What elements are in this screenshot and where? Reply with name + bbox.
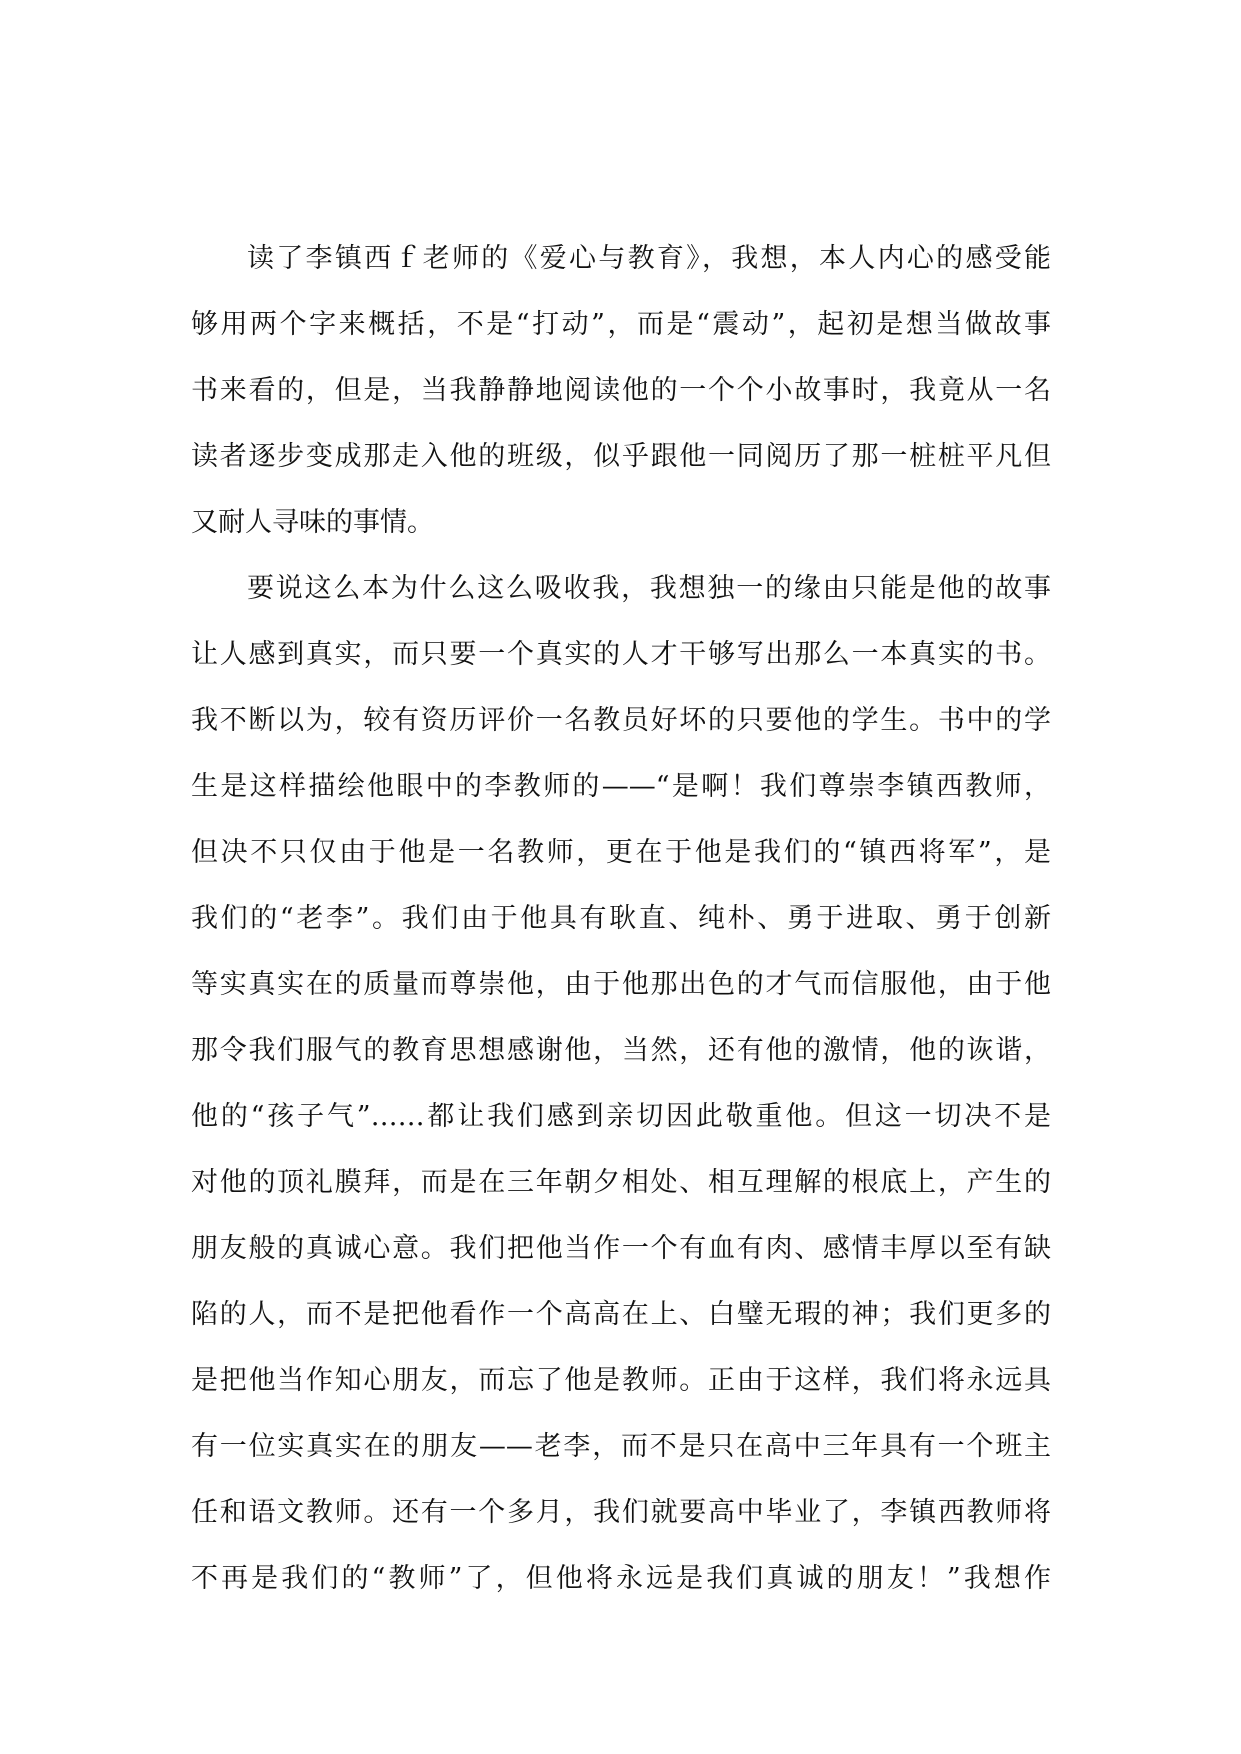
text-line: 书来看的，但是，当我静静地阅读他的一个个小故事时，我竟从一名	[191, 375, 1051, 406]
text-line: 生是这样描绘他眼中的李教师的——“是啊！我们尊崇李镇西教师，	[191, 771, 1051, 802]
text-line: 是把他当作知心朋友，而忘了他是教师。正由于这样，我们将永远具	[191, 1365, 1051, 1396]
paragraph-2	[191, 556, 1051, 1612]
text-line: 但决不只仅由于他是一名教师，更在于他是我们的“镇西将军”，是	[191, 837, 1051, 868]
text-line: 让人感到真实，而只要一个真实的人才干够写出那么一本真实的书。	[191, 639, 1051, 670]
document-body	[191, 226, 1051, 1612]
text-line: 任和语文教师。还有一个多月，我们就要高中毕业了，李镇西教师将	[191, 1497, 1051, 1528]
text-line: 有一位实真实在的朋友——老李，而不是只在高中三年具有一个班主	[191, 1431, 1051, 1462]
text-line: 又耐人寻味的事情。	[191, 507, 434, 538]
text-line: 我不断以为，较有资历评价一名教员好坏的只要他的学生。书中的学	[191, 705, 1051, 736]
text-line: 那令我们服气的教育思想感谢他，当然，还有他的激情，他的诙谐，	[191, 1035, 1051, 1066]
paragraph-1	[191, 226, 1051, 556]
text-line: 要说这么本为什么这么吸收我，我想独一的缘由只能是他的故事	[247, 573, 1051, 604]
text-line: 读者逐步变成那走入他的班级，似乎跟他一同阅历了那一桩桩平凡但	[191, 441, 1051, 472]
text-line: 陷的人，而不是把他看作一个高高在上、白璧无瑕的神；我们更多的	[191, 1299, 1051, 1330]
text-line: 不再是我们的“教师”了，但他将永远是我们真诚的朋友！”我想作	[191, 1563, 1051, 1594]
text-line: 他的“孩子气”……都让我们感到亲切因此敬重他。但这一切决不是	[191, 1101, 1051, 1132]
text-line: 读了李镇西ｆ老师的《爱心与教育》，我想，本人内心的感受能	[247, 243, 1051, 274]
text-line: 够用两个字来概括，不是“打动”，而是“震动”，起初是想当做故事	[191, 309, 1051, 340]
text-line: 我们的“老李”。我们由于他具有耿直、纯朴、勇于进取、勇于创新	[191, 903, 1051, 934]
text-line: 朋友般的真诚心意。我们把他当作一个有血有肉、感情丰厚以至有缺	[191, 1233, 1051, 1264]
text-line: 对他的顶礼膜拜，而是在三年朝夕相处、相互理解的根底上，产生的	[191, 1167, 1051, 1198]
text-line: 等实真实在的质量而尊崇他，由于他那出色的才气而信服他，由于他	[191, 969, 1051, 1000]
